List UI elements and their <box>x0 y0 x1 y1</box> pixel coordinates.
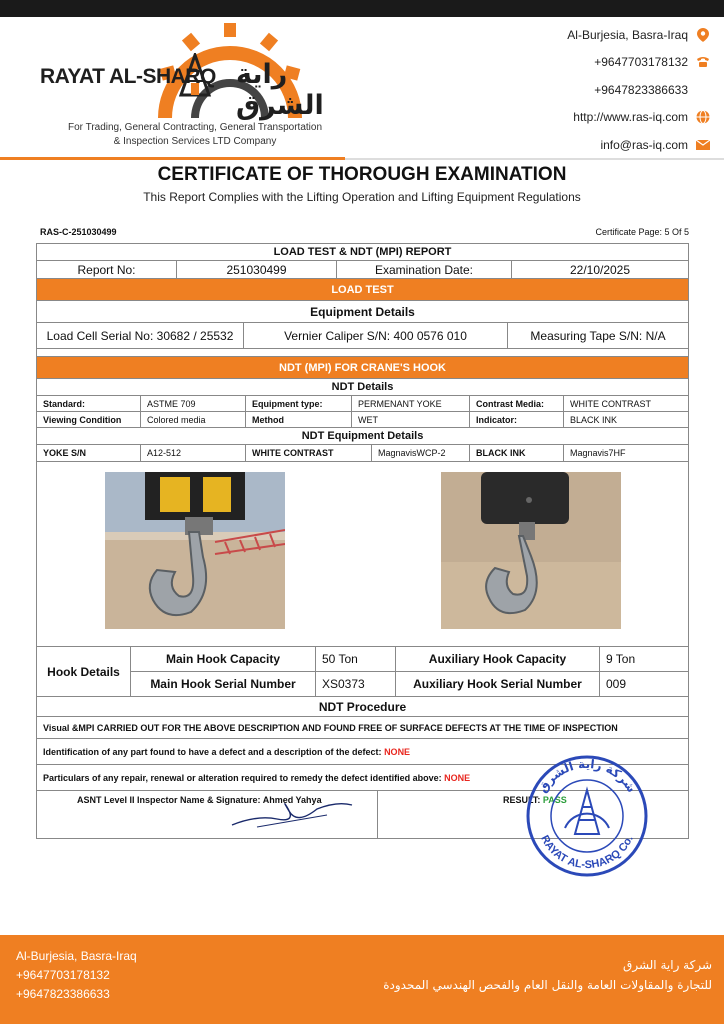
mail-icon <box>696 138 710 152</box>
letterhead <box>0 17 724 160</box>
ndt-equipment-type: PERMENANT YOKE <box>352 396 470 411</box>
footer-phone-2[interactable]: +9647823386633 <box>16 987 110 1001</box>
ndt-indicator: BLACK INK <box>570 414 618 425</box>
hook-photos <box>37 462 688 647</box>
hook-details-label: Hook Details <box>37 647 131 696</box>
load-test-heading: LOAD TEST <box>37 279 688 301</box>
result-box: RESULT: PASS <box>503 795 567 805</box>
header-divider-accent <box>0 157 345 160</box>
ndt-standard: ASTME 709 <box>141 396 246 411</box>
ndt-method: WET <box>352 412 470 427</box>
contact-phone-2[interactable]: +9647823386633 <box>594 82 688 97</box>
certificate-title: CERTIFICATE OF THOROUGH EXAMINATION <box>157 164 567 185</box>
stamp-text-ar: شركة راية الشرق <box>535 756 639 796</box>
report-table: LOAD TEST & NDT (MPI) REPORT Report No: 251030499 Examination Date: 22/10/2025 LOAD TEST Equipment Details Load Cell Serial No: 30682 / 25532 Vernier Caliper S/N: 400 0576 010 Measuring Tape S/N: N/A NDT (MPI) FOR CRANE'S HOOK NDT Details Standard: ASTME 709 Equipment type: PERMENANT YOKE Contrast Media: WHITE CONTRAST Viewing Condition Colored media Method WET Indicator: BLACK INK NDT Equipment Details YOKE S/N A12-512 WHITE CONTRAST MagnavisWCP-2 BLACK INK Magnavis7HF Hook Details Main Hook Capacity 50 Ton Auxiliary Hook Capacity 9 Ton Main Hook Serial Number XS0373 Auxiliary Hook Serial Number 009 NDT Procedure Visual &MPI CARRIED OUT FOR THE ABOVE DESCRIPTION AND FOUND FREE OF SURFACE DEFECTS AT THE TIME OF INSPECTION Identification of any part found to have a defect and a description of the defect: NONE Particulars of any repair, renewal or alteration required to remedy the defect identified above: NONE ASNT Level II Inspector Name & Signature: Ahmed Yahya RESULT: PASS <box>36 243 689 839</box>
ndt-viewing-condition: Colored media <box>141 412 246 427</box>
yoke-serial: A12-512 <box>141 445 246 461</box>
defect-identification: Identification of any part found to have a defect and a description of the defect: NONE <box>43 746 411 757</box>
footer-phone-1[interactable]: +9647703178132 <box>16 968 110 982</box>
main-hook-photo <box>105 472 285 629</box>
footer <box>0 935 724 1024</box>
contact-address: Al-Burjesia, Basra-Iraq <box>510 21 710 49</box>
report-heading: LOAD TEST & NDT (MPI) REPORT <box>273 246 452 258</box>
globe-icon <box>696 110 710 124</box>
certificate-subtitle: This Report Complies with the Lifting Operation and Lifting Equipment Regulations <box>143 190 581 204</box>
ndt-equipment-heading: NDT Equipment Details <box>301 430 424 442</box>
certificate-page: Certificate Page: 5 Of 5 <box>595 227 689 237</box>
white-contrast-product: MagnavisWCP-2 <box>372 445 470 461</box>
signature <box>227 797 357 831</box>
contact-block <box>510 21 710 159</box>
certificate-ref: RAS-C-251030499 <box>40 227 117 237</box>
examination-date: 22/10/2025 <box>569 262 631 277</box>
contact-website[interactable]: http://www.ras-iq.com <box>510 104 710 132</box>
stamp-text-en: RAYAT AL-SHARQ Co. <box>538 833 636 872</box>
company-stamp <box>525 752 649 880</box>
repair-value: NONE <box>444 772 471 783</box>
company-tagline: For Trading, General Contracting, General Transportation & Inspection Services LTD Company <box>67 122 323 147</box>
auxiliary-hook-serial: 009 <box>606 676 627 691</box>
black-ink-product: Magnavis7HF <box>570 448 626 458</box>
auxiliary-hook-photo <box>441 472 621 629</box>
main-hook-capacity: 50 Ton <box>316 647 396 671</box>
inspector-signature-box <box>37 791 378 838</box>
contact-phone-1[interactable]: +9647703178132 <box>510 49 710 77</box>
location-pin-icon <box>696 28 710 42</box>
auxiliary-hook-capacity: 9 Ton <box>606 651 636 666</box>
repair-particulars: Particulars of any repair, renewal or alteration required to remedy the defect identified above: NONE <box>43 772 471 783</box>
vernier-caliper-serial: Vernier Caliper S/N: 400 0576 010 <box>244 323 508 348</box>
load-cell-serial: Load Cell Serial No: 30682 / 25532 <box>37 323 244 348</box>
main-hook-serial: XS0373 <box>316 672 396 696</box>
ndt-procedure-heading: NDT Procedure <box>318 699 407 714</box>
equipment-details-heading: Equipment Details <box>310 304 415 319</box>
logo-text-en: RAYAT AL-SHARQ <box>40 65 216 88</box>
procedure-statement: Visual &MPI CARRIED OUT FOR THE ABOVE DESCRIPTION AND FOUND FREE OF SURFACE DEFECTS AT THE TIME OF INSPECTION <box>43 722 618 733</box>
footer-contact <box>16 947 137 1004</box>
top-bar <box>0 0 724 17</box>
report-number: 251030499 <box>177 261 337 278</box>
result-value: PASS <box>542 795 567 805</box>
logo-text-ar: راية الشرق <box>236 59 324 121</box>
ndt-details-heading: NDT Details <box>331 381 394 393</box>
company-logo <box>40 23 350 153</box>
inspector-name: ASNT Level II Inspector Name & Signature: Ahmed Yahya <box>77 795 322 805</box>
reference-line <box>40 227 689 237</box>
defect-value: NONE <box>384 746 411 757</box>
contact-email[interactable]: info@ras-iq.com <box>510 131 710 159</box>
ndt-heading: NDT (MPI) FOR CRANE'S HOOK <box>37 357 688 379</box>
ndt-contrast-media: WHITE CONTRAST <box>570 398 651 409</box>
measuring-tape-serial: Measuring Tape S/N: N/A <box>530 328 666 343</box>
footer-address: Al-Burjesia, Basra-Iraq <box>16 949 137 963</box>
footer-company-ar: شركة راية الشرق للتجارة والمقاولات العامة والنقل العام والفحص الهندسي المحدودة <box>383 958 712 992</box>
phone-icon <box>696 55 710 69</box>
